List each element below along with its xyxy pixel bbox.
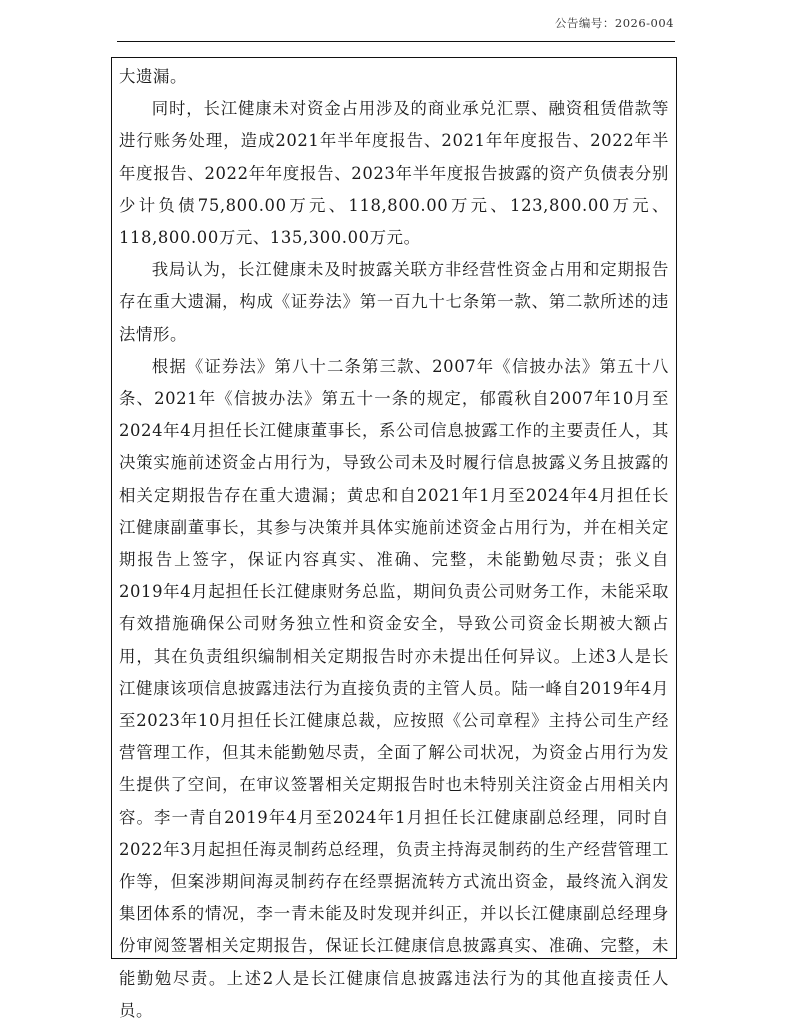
- document-content: [119, 61, 669, 1027]
- paragraph-responsible-persons: 根据《证券法》第八十二条第三款、2007年《信披办法》第五十八条、2021年《信披办法》第五十一条的规定，郁霞秋自2007年10月至2024年4月担任长江健康董事长，系公司信息披露工作的主要责任人，其决策实施前述资金占用行为，导致公司未及时履行信息披露义务且披露的相关定期报告存在重大遗漏；黄忠和自2021年1月至2024年4月担任长江健康副董事长，其参与决策并具体实施前述资金占用行为，并在相关定期报告上签字，保证内容真实、准确、完整，未能勤勉尽责；张义自2019年4月起担任长江健康财务总监，期间负责公司财务工作，未能采取有效措施确保公司财务独立性和资金安全，导致公司资金长期被大额占用，其在负责组织编制相关定期报告时亦未提出任何异议。上述3人是长江健康该项信息披露违法行为直接负责的主管人员。陆一峰自2019年4月至2023年10月担任长江健康总裁，应按照《公司章程》主持公司生产经营管理工作，但其未能勤勉尽责，全面了解公司状况，为资金占用行为发生提供了空间，在审议签署相关定期报告时也未特别关注资金占用相关内容。李一青自2019年4月至2024年1月担任长江健康副总经理，同时自2022年3月起担任海灵制药总经理，负责主持海灵制药的生产经营管理工作等，但案涉期间海灵制药存在经票据流转方式流出资金，最终流入润发集团体系的情况，李一青未能及时发现并纠正，并以长江健康副总经理身份审阅签署相关定期报告，保证长江健康信息披露真实、准确、完整，未能勤勉尽责。上述2人是长江健康信息披露违法行为的其他直接责任人员。: [119, 356, 669, 1020]
- paragraph-continuation: 大遗漏。: [119, 67, 187, 86]
- paragraph-unrecorded-liabilities: 同时，长江健康未对资金占用涉及的商业承兑汇票、融资租赁借款等进行账务处理，造成2021年半年度报告、2021年年度报告、2022年半年度报告、2022年年度报告、2023年半年度报告披露的资产负债表分别少计负债75,800.00万元、118,800.00万元、123,800.00万元、118,800.00万元、135,300.00万元。: [119, 99, 669, 248]
- paragraph-bureau-finding: 我局认为，长江健康未及时披露关联方非经营性资金占用和定期报告存在重大遗漏，构成《证券法》第一百九十七条第一款、第二款所述的违法情形。: [119, 260, 669, 344]
- document-body-box: [111, 57, 677, 1020]
- header-rule: [117, 41, 675, 42]
- announcement-number: 公告编号：2026-004: [554, 16, 674, 30]
